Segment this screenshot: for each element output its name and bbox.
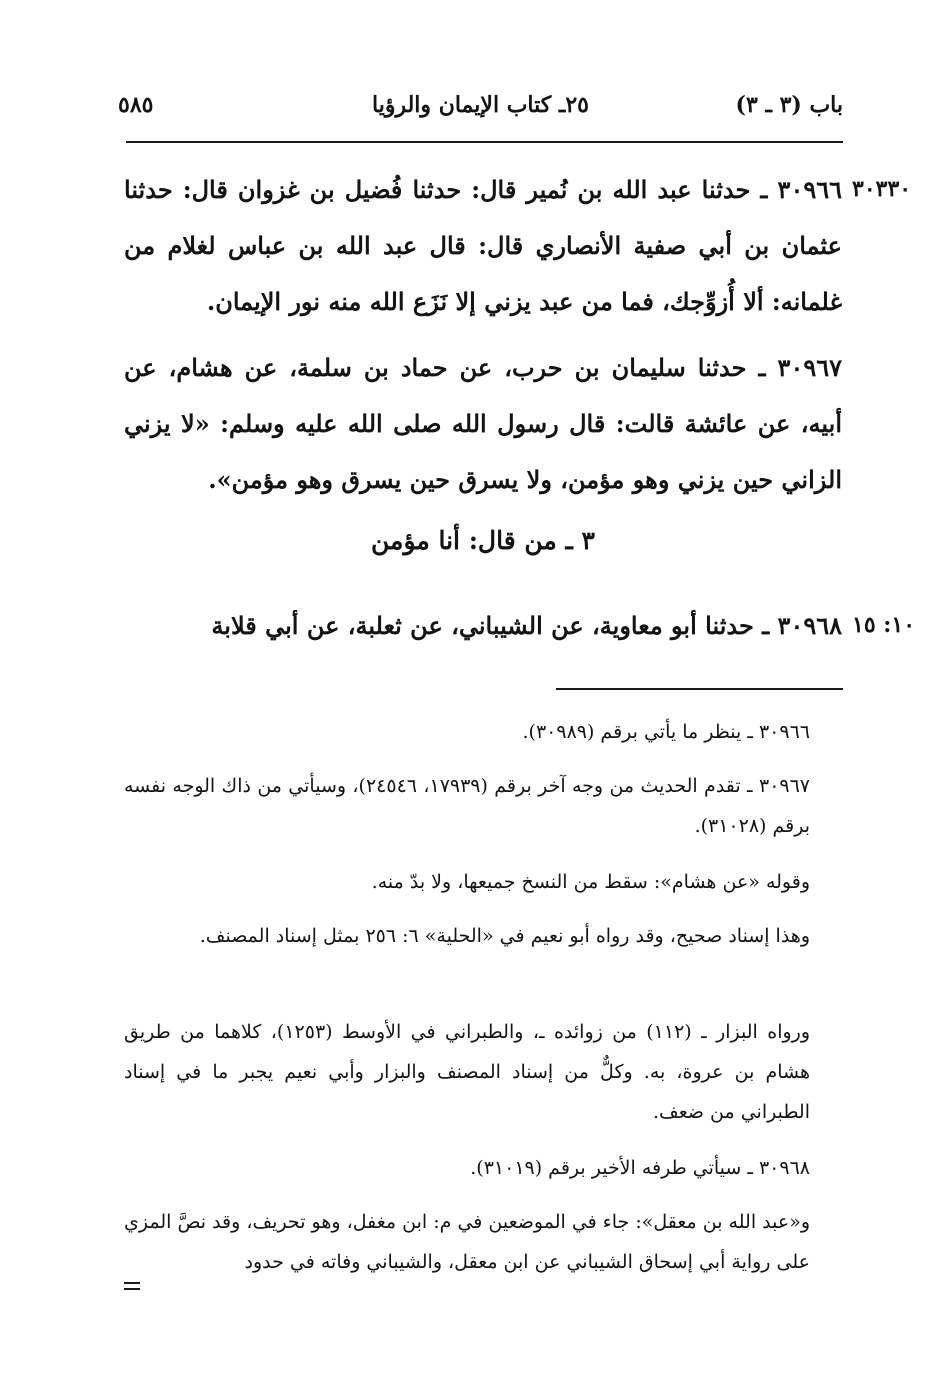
footnote-text: ورواه البزار ـ (١١٢) من زوائده ـ، والطبراني في الأوسط (١٢٥٣)، كلاهما من طريق هشام بن عروة، به. وكلٌّ من إسناد المصنف والبزار وأبي نعيم يجبر ما في إسناد الطبراني من ضعف. (124, 1021, 811, 1123)
margin-ref-30966: ٣٠٣٣٠ (852, 176, 912, 202)
hadith-30968 (124, 598, 842, 654)
footnote-text: وقوله «عن هشام»: سقط من النسخ جميعها، ولا بدّ منه. (371, 871, 810, 893)
footnote-30967-riwayat (124, 1012, 842, 1132)
footnote-30968 (124, 1148, 842, 1188)
hadith-30967 (124, 340, 842, 508)
header-divider (126, 141, 843, 143)
footnote-30968-note (124, 1202, 842, 1282)
hadith-text: ٣٠٩٦٧ ـ حدثنا سليمان بن حرب، عن حماد بن سلمة، عن هشام، عن أبيه، عن عائشة قالت: قال رسول الله صلى الله عليه وسلم: «لا يزني الزاني حين يزني وهو مؤمن، ولا يسرق حين يسرق وهو مؤمن». (124, 353, 842, 494)
footnote-text: ٣٠٩٦٦ ـ ينظر ما يأتي برقم (٣٠٩٨٩). (522, 721, 810, 743)
footnote-30967-isnad (124, 916, 842, 956)
hadith-30966 (124, 162, 842, 330)
section-heading: ٣ ـ من قال: أنا مؤمن (371, 526, 595, 555)
footnote-text: ٣٠٩٦٧ ـ تقدم الحديث من وجه آخر برقم (١٧٩٣٩، ٢٤٥٤٦)، وسيأتي من ذاك الوجه نفسه برقم (٣١٠٢٨). (124, 775, 811, 837)
page-number: ٥٨٥ (118, 92, 154, 118)
book-title: ٢٥ـ كتاب الإيمان والرؤيا (372, 92, 589, 118)
footnote-30967 (124, 766, 842, 846)
footnote-text: وهذا إسناد صحيح، وقد رواه أبو نعيم في «الحلية» ٦: ٢٥٦ بمثل إسناد المصنف. (199, 925, 810, 947)
footnote-30966 (124, 712, 842, 752)
hadith-text: ٣٠٩٦٨ ـ حدثنا أبو معاوية، عن الشيباني، عن ثعلبة، عن أبي قلابة (211, 611, 842, 640)
footnote-text: و«عبد الله بن معقل»: جاء في الموضعين في م: ابن مغفل، وهو تحريف، وقد نصَّ المزي على رواية أبي إسحاق الشيباني عن ابن معقل، والشيباني وفاته في حدود (124, 1211, 811, 1273)
footnote-30967-note (124, 862, 842, 902)
margin-ref-30968: ١٠: ١٥ (852, 612, 916, 638)
chapter-ref: باب (٣ ـ ٣) (735, 92, 843, 118)
continuation-mark (124, 1282, 140, 1292)
page-header (118, 92, 843, 132)
hadith-text: ٣٠٩٦٦ ـ حدثنا عبد الله بن نُمير قال: حدثنا فُضيل بن غزوان قال: حدثنا عثمان بن أبي صفية الأنصاري قال: قال عبد الله بن عباس لغلام من غلمانه: ألا أُزوِّجك، فما من عبد يزني إلا نَزَع الله منه نور الإيمان. (124, 175, 842, 316)
footnote-divider (556, 688, 843, 690)
footnote-text: ٣٠٩٦٨ ـ سيأتي طرفه الأخير برقم (٣١٠١٩). (470, 1157, 810, 1179)
